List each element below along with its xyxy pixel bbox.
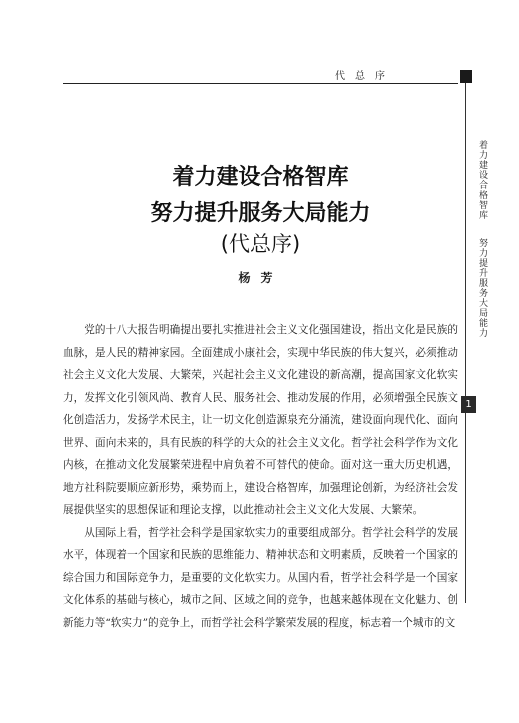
side-running-title [476,140,488,338]
paragraph-2: 从国际上看，哲学社会科学是国家软实力的重要组成部分。哲学社会科学的发展水平，体现着一个国家和民族的思维能力、精神状态和文明素质，反映着一个国家的综合国力和国际竞争力，是重要的文化软实力。从国内看，哲学社会科学是一个国家文化体系的基础与核心，城市之间、区域之间的竞争，也越来越体现在文化魅力、创新能力等“软实力”的竞争上，而哲学社会科学繁荣发展的程度，标志着一个城市的文 [63,526,458,629]
title-line2: 努力提升服务大局能力 [150,201,371,226]
author-name: 杨芳 [238,271,283,285]
side-title-line1: 着力建设合格智库 [477,140,487,220]
header-rule [63,83,458,84]
corner-marker [460,70,472,83]
side-title-line2: 努力提升服务大局能力 [477,237,487,338]
title-line3: (代总序) [220,232,301,256]
title-line1: 着力建设合格智库 [172,165,349,190]
body-text [63,319,458,634]
page-number: 1 [461,396,476,413]
paragraph-1: 党的十八大报告明确提出要扎实推进社会主义文化强国建设，指出文化是民族的血脉，是人民的精神家园。全面建成小康社会，实现中华民族的伟大复兴，必须推动社会主义文化大发展、大繁荣，兴起社会主义文化建设的新高潮，提高国家文化软实力，发挥文化引领风尚、教育人民、服务社会、推动发展的作用，必须增强全民族文化创造活力，发扬学术民主，让一切文化创造源泉充分涌流，建设面向现代化、面向世界、面向未来的，具有民族的科学的大众的社会主义文化。哲学社会科学作为文化内核，在推动文化发展繁荣进程中肩负着不可替代的使命。面对这一重大历史机遇，地方社科院要顺应新形势，乘势而上，建设合格智库，加强理论创新，为经济社会发展提供坚实的思想保证和理论支撑，以此推动社会主义文化大发展、大繁荣。 [63,324,458,516]
side-rule [465,83,466,603]
running-header: 代总序 [335,71,395,82]
